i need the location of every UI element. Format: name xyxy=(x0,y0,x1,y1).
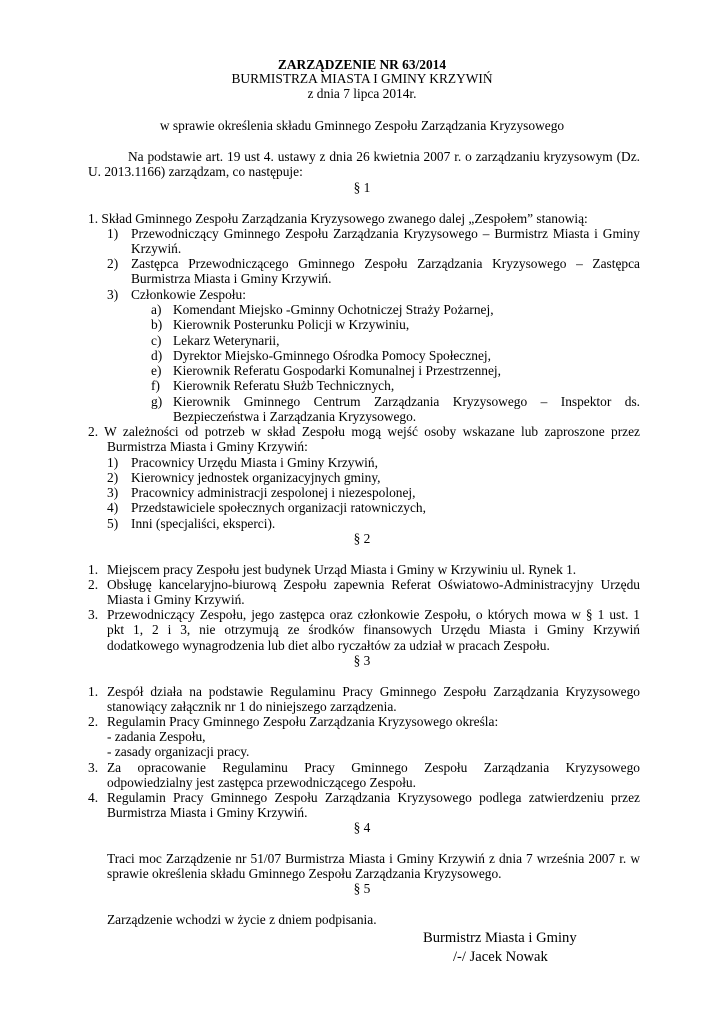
document-issuer: BURMISTRZA MIASTA I GMINY KRZYWIŃ xyxy=(231,71,493,86)
member-d-number: d) xyxy=(151,348,163,363)
par2-item-1-number: 1. xyxy=(88,562,99,577)
par2-item-3-line-2: pkt 1, 2 i 3, nie otrzymują ze środków finansowych Urzędu Miasta i Gminy Krzywiń xyxy=(107,622,640,637)
section-3-heading: § 3 xyxy=(353,653,371,668)
par2-item-3-line-3: dodatkowego wynagrodzenia lub diet albo ryczałtów za udział w pracach Zespołu. xyxy=(107,638,550,653)
invited-3-text: Pracownicy administracji zespolonej i niezespolonej, xyxy=(131,485,416,500)
member-d-text: Dyrektor Miejsko-Gminnego Ośrodka Pomocy Społecznej, xyxy=(173,348,491,363)
par3-item-3-line-2: odpowiedzialny jest zastępca przewodniczącego Zespołu. xyxy=(107,775,416,790)
par4-line-1: Traci moc Zarządzenie nr 51/07 Burmistrza Miasta i Gminy Krzywiń z dnia 7 września 2007 r. w xyxy=(107,851,640,866)
par3-item-1-number: 1. xyxy=(88,684,99,699)
par4-line-2: sprawie określenia składu Gminnego Zespołu Zarządzania Kryzysowego. xyxy=(107,866,502,881)
signature-name: /-/ Jacek Nowak xyxy=(453,949,548,965)
par1-item-3-line-1: Członkowie Zespołu: xyxy=(131,287,246,302)
invited-3-number: 3) xyxy=(107,485,119,500)
member-b-number: b) xyxy=(151,317,163,332)
par3-item-2-number: 2. xyxy=(88,714,99,729)
par2-item-1-text: Miejscem pracy Zespołu jest budynek Urząd Miasta i Gminy w Krzywiniu ul. Rynek 1. xyxy=(107,562,577,577)
par3-item-2-line-3: - zasady organizacji pracy. xyxy=(107,744,250,759)
invited-4-text: Przedstawiciele społecznych organizacji ratowniczych, xyxy=(131,500,426,515)
par1-point-2-line-2: Burmistrza Miasta i Gminy Krzywiń: xyxy=(107,439,308,454)
invited-5-number: 5) xyxy=(107,516,119,531)
invited-2-text: Kierownicy jednostek organizacyjnych gminy, xyxy=(131,470,381,485)
par2-item-3-number: 3. xyxy=(88,607,99,622)
par5-line-1: Zarządzenie wchodzi w życie z dniem podpisania. xyxy=(107,912,377,927)
member-f-number: f) xyxy=(151,378,160,393)
member-g-text: Kierownik Gminnego Centrum Zarządzania Kryzysowego – Inspektor ds. xyxy=(173,394,640,409)
document-title: ZARZĄDZENIE NR 63/2014 xyxy=(277,57,447,72)
par3-item-4-line-2: Burmistrza Miasta i Gminy Krzywiń. xyxy=(107,805,308,820)
par3-item-2-line-1: Regulamin Pracy Gminnego Zespołu Zarządzania Kryzysowego określa: xyxy=(107,714,499,729)
invited-4-number: 4) xyxy=(107,500,119,515)
member-f-text: Kierownik Referatu Służb Technicznych, xyxy=(173,378,395,393)
par3-item-1-line-1: Zespół działa na podstawie Regulaminu Pracy Gminnego Zespołu Zarządzania Kryzysowego xyxy=(107,684,640,699)
member-a-number: a) xyxy=(151,302,162,317)
document-subject: w sprawie określenia składu Gminnego Zespołu Zarządzania Kryzysowego xyxy=(159,118,565,133)
invited-1-number: 1) xyxy=(107,455,119,470)
member-b-text: Kierownik Posterunku Policji w Krzywiniu, xyxy=(173,317,410,332)
par3-item-3-line-1: Za opracowanie Regulaminu Pracy Gminnego Zespołu Zarządzania Kryzysowego xyxy=(107,760,640,775)
section-2-heading: § 2 xyxy=(353,531,371,546)
section-1-heading: § 1 xyxy=(353,180,371,195)
par2-item-2-line-1: Obsługę kancelaryjno-biurową Zespołu zapewnia Referat Oświatowo-Administracyjny Urzędu xyxy=(107,577,640,592)
member-g-text-line-2: Bezpieczeństwa i Zarządzania Kryzysowego. xyxy=(173,409,417,424)
par3-item-1-line-2: stanowiący załącznik nr 1 do niniejszego zarządzenia. xyxy=(107,699,397,714)
par3-item-4-line-1: Regulamin Pracy Gminnego Zespołu Zarządzania Kryzysowego podlega zatwierdzeniu przez xyxy=(107,790,640,805)
section-5-heading: § 5 xyxy=(353,881,371,896)
par1-item-1-line-1: Przewodniczący Gminnego Zespołu Zarządzania Kryzysowego – Burmistrz Miasta i Gminy xyxy=(131,226,640,241)
par1-item-2-line-1: Zastępca Przewodniczącego Gminnego Zespołu Zarządzania Kryzysowego – Zastępca xyxy=(131,256,640,271)
section-4-heading: § 4 xyxy=(353,820,371,835)
par1-item-1-number: 1) xyxy=(107,226,119,241)
preamble-line-1: Na podstawie art. 19 ust 4. ustawy z dnia 26 kwietnia 2007 r. o zarządzaniu kryzysowym (Dz. xyxy=(128,149,640,164)
preamble-line-2: U. 2013.1166) zarządzam, co następuje: xyxy=(88,164,303,179)
invited-1-text: Pracownicy Urzędu Miasta i Gminy Krzywiń, xyxy=(131,455,378,470)
signature-title: Burmistrz Miasta i Gminy xyxy=(423,930,577,946)
member-c-text: Lekarz Weterynarii, xyxy=(173,333,280,348)
par3-item-4-number: 4. xyxy=(88,790,99,805)
member-c-number: c) xyxy=(151,333,162,348)
par2-item-2-line-2: Miasta i Gminy Krzywiń. xyxy=(107,592,245,607)
member-g-number: g) xyxy=(151,394,163,409)
par2-item-2-number: 2. xyxy=(88,577,99,592)
par1-point-2-line-1: 2. W zależności od potrzeb w skład Zespołu mogą wejść osoby wskazane lub zaproszone przez xyxy=(88,424,640,439)
par3-item-2-line-2: - zadania Zespołu, xyxy=(107,729,206,744)
par1-item-2-line-2: Burmistrza Miasta i Gminy Krzywiń. xyxy=(131,271,332,286)
invited-2-number: 2) xyxy=(107,470,119,485)
par3-item-3-number: 3. xyxy=(88,760,99,775)
member-a-text: Komendant Miejsko -Gminny Ochotniczej Straży Pożarnej, xyxy=(173,302,494,317)
par1-item-3-number: 3) xyxy=(107,287,119,302)
par1-item-1-line-2: Krzywiń. xyxy=(131,241,182,256)
par1-item-2-number: 2) xyxy=(107,256,119,271)
par2-item-3-line-1: Przewodniczący Zespołu, jego zastępca oraz członkowie Zespołu, o których mowa w § 1 ust. 1 xyxy=(107,607,640,622)
par1-point-1: 1. Skład Gminnego Zespołu Zarządzania Kryzysowego zwanego dalej „Zespołem” stanowią: xyxy=(88,211,588,226)
invited-5-text: Inni (specjaliści, eksperci). xyxy=(131,516,276,531)
document-date: z dnia 7 lipca 2014r. xyxy=(307,86,417,101)
member-e-number: e) xyxy=(151,363,162,378)
member-e-text: Kierownik Referatu Gospodarki Komunalnej i Przestrzennej, xyxy=(173,363,501,378)
